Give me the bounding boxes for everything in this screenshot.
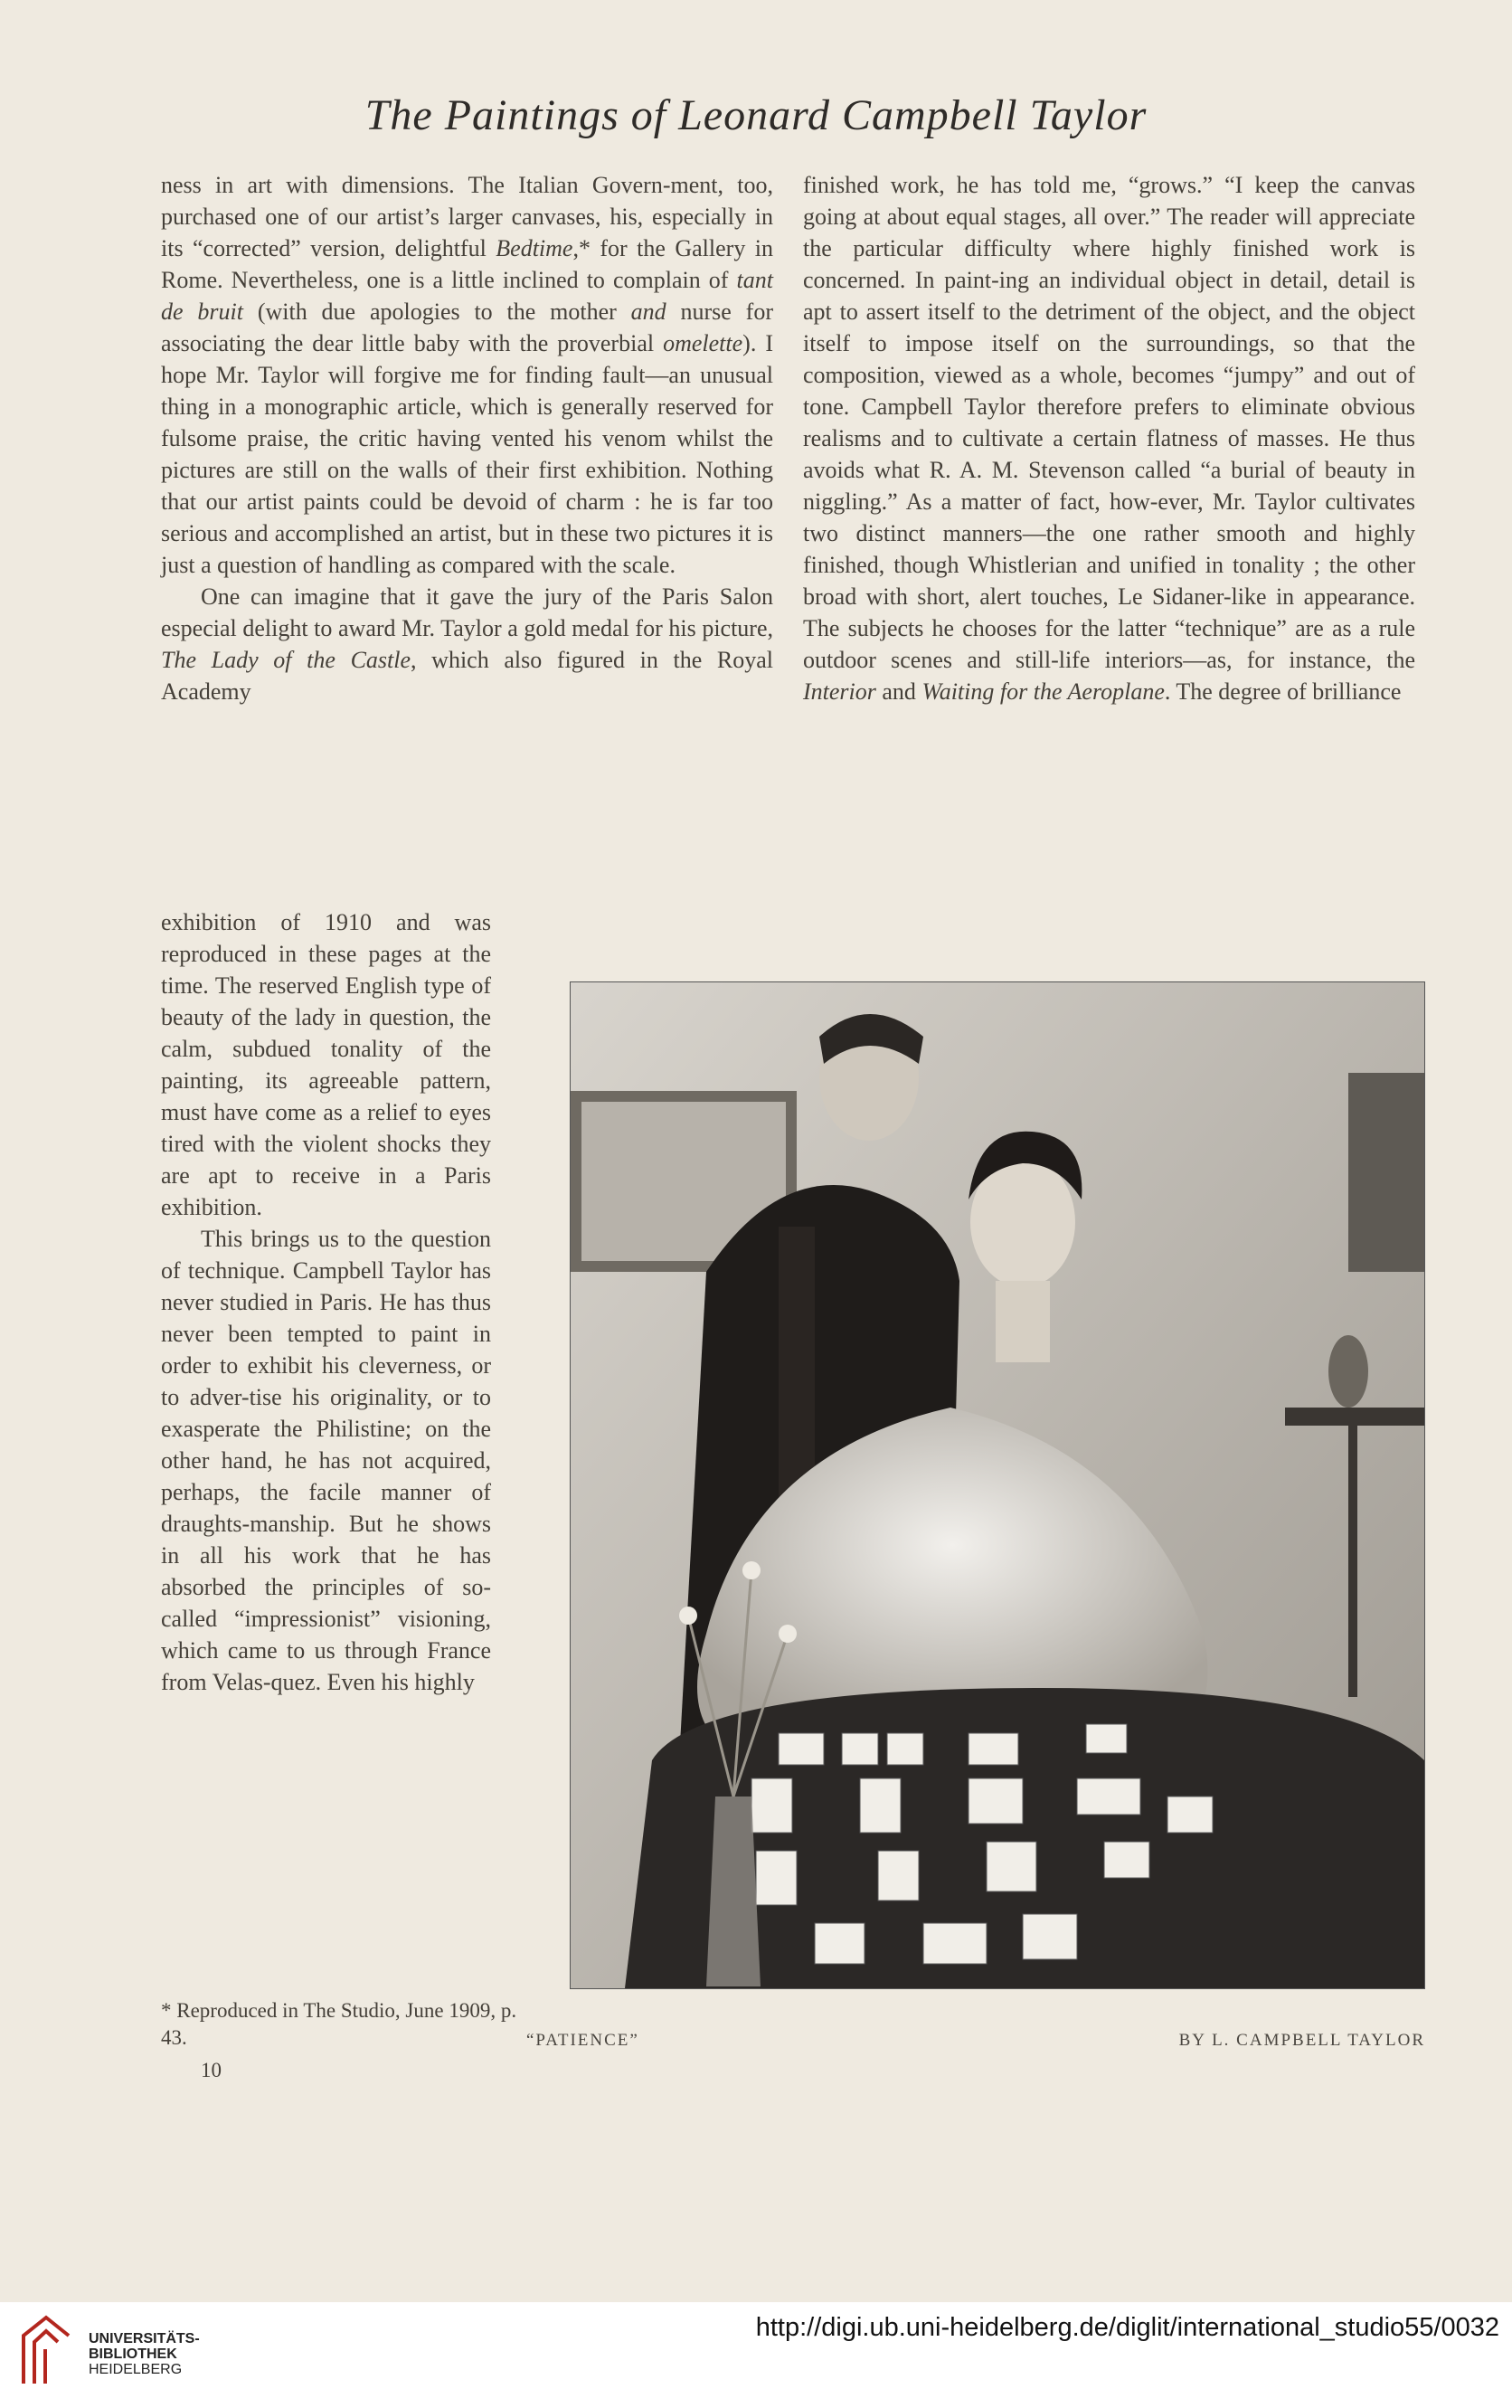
library-name-line-3: HEIDELBERG <box>89 2362 183 2377</box>
caption-artist: BY L. CAMPBELL TAYLOR <box>1178 2031 1425 2050</box>
page-number: 10 <box>201 2059 222 2081</box>
right-column <box>803 169 1415 707</box>
body-paragraph: One can imagine that it gave the jury of the Paris Salon especial delight to award Mr. Taylor a gold medal for his picture, The Lady of the Castle, which also figured in the Royal Academy <box>161 583 773 705</box>
body-paragraph: exhibition of 1910 and was reproduced in these pages at the time. The reserved English type of beauty of the lady in question, the calm, subdued tonality of the painting, its agreeable pattern, must have come as a relief to eyes tired with the violent shocks they are apt to receive in a Paris exhibition. <box>161 909 491 1220</box>
caption-title: “PATIENCE” <box>526 2031 639 2050</box>
page-title: The Paintings of Leonard Campbell Taylor <box>364 91 1148 139</box>
left-column-top <box>161 169 773 707</box>
footer-bar <box>0 2302 1512 2408</box>
left-column-narrow <box>161 906 491 1698</box>
library-name <box>89 2331 200 2377</box>
library-name-line-2: BIBLIOTHEK <box>89 2346 177 2362</box>
source-url-link[interactable]: http://digi.ub.uni-heidelberg.de/diglit/international_studio55/0032 <box>755 2313 1499 2342</box>
footnote: * Reproduced in The Studio, June 1909, p. 43. <box>161 1999 517 2049</box>
body-paragraph: finished work, he has told me, “grows.” “I keep the canvas going at about equal stages, all over.” The reader will appreciate the particular difficulty where highly finished work is concerned. In paint-ing an individual object in detail, detail is apt to assert itself to the detriment of the object, and the object itself to impose itself on the surroundings, so that the composition, viewed as a whole, becomes “jumpy” and out of tone. Campbell Taylor therefore prefers to eliminate obvious realisms and to cultivate a certain flatness of masses. He thus avoids what R. A. M. Stevenson called “a burial of beauty in niggling.” As a matter of fact, how-ever, Mr. Taylor cultivates two distinct manners—the one rather smooth and highly finished, though Whistlerian and unified in tonality ; the other broad with short, alert touches, Le Sidaner-like in appearance. The subjects he chooses for the latter “technique” are as a rule outdoor scenes and still-life interiors—as, for instance, the Interior and Waiting for the Aeroplane. The degree of brilliance <box>803 172 1415 705</box>
painting-patience <box>570 981 1425 1989</box>
library-logo-icon <box>14 2313 78 2385</box>
library-name-line-1: UNIVERSITÄTS- <box>89 2331 200 2346</box>
body-paragraph: ness in art with dimensions. The Italian Govern-ment, too, purchased one of our artist’s larger canvases, his, especially in its “corrected” version, delightful Bedtime,* for the Gallery in Rome. Nevertheless, one is a little inclined to complain of tant de bruit (with due apologies to the mother and nurse for associating the dear little baby with the proverbial omelette). I hope Mr. Taylor will forgive me for finding fault—an unusual thing in a monographic article, which is generally reserved for fulsome praise, the critic having vented his venom whilst the pictures are still on the walls of their first exhibition. Nothing that our artist paints could be devoid of charm : he is far too serious and accomplished an artist, but in these two pictures it is just a question of handling as compared with the scale. <box>161 172 773 578</box>
body-paragraph: This brings us to the question of technique. Campbell Taylor has never studied in Paris. He has thus never been tempted to paint in order to exhibit his cleverness, or to adver-tise his originality, or to exasperate the Philistine; on the other hand, he has not acquired, perhaps, the facile manner of draughts-manship. But he shows in all his work that he has absorbed the principles of so-called “impressionist” visioning, which came to us through France from Velas-quez. Even his highly <box>161 1226 491 1695</box>
